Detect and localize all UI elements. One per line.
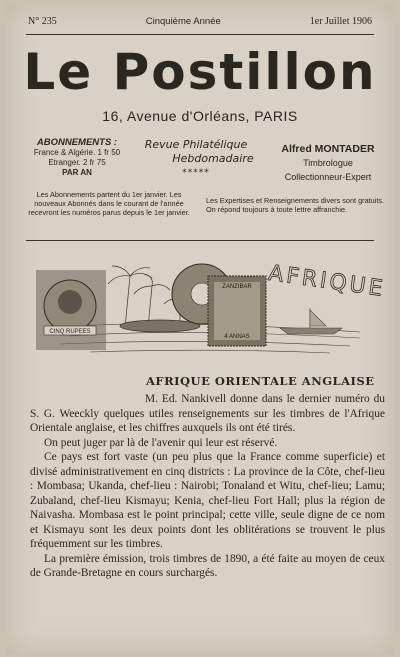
masthead-rule (26, 240, 374, 241)
expert-block (268, 142, 388, 184)
subscription-block (32, 138, 122, 178)
expert-name: Alfred MONTADER (281, 143, 375, 155)
stamp-group (172, 264, 266, 346)
africa-banner: AFRIQUE (266, 260, 387, 303)
subscription-period: PAR AN (62, 168, 92, 177)
article-body (30, 392, 385, 581)
stamp-label: ZANZIBAR (222, 284, 252, 290)
subscription-etranger: Etranger. 2 fr 75 (48, 158, 106, 167)
revue-block (121, 138, 271, 180)
expert-title: Timbrologue (303, 158, 353, 168)
issue-number: N° 235 (28, 16, 57, 27)
masthead-address: 16, Avenue d'Orléans, PARIS (102, 108, 298, 124)
stamp-value: 4 ANNAS (224, 334, 250, 340)
article-paragraph: On peut juger par là de l'avenir qui leur est réservé. (44, 436, 278, 449)
medal-emblem (36, 270, 106, 350)
newspaper-page (6, 4, 394, 654)
africa-illustration (30, 258, 387, 368)
issue-date: 1er Juillet 1906 (309, 16, 372, 27)
subscription-heading: ABONNEMENTS : (36, 137, 118, 148)
issue-line (28, 16, 372, 27)
article-paragraph: La première émission, trois timbres de 1890, a été faite au moyen de ceux de Grande-Bretagne en cours surchargés. (30, 552, 385, 579)
article-paragraph: Ce pays est fort vaste (un peu plus que la France comme superficie) et divisé administrativement en cinq districts : La province de la Côte, chef-lieu : Mombasa; Ukanda, chef-lieu : Nairobi; Tonaland et Witu, chef-lieu; Lamu; Zubaland, chef-lieu Kismayu; Kenia, chef-lieu Fort Hall; plus la région de Naivasha. Mombasa est le point principal; cette ville, seule digne de ce nom et Kismayu sont les deux points dont les oblitérations se trouvent le plus fréquemment sur les timbres. (30, 451, 385, 550)
notice-right: Les Expertises et Renseignements divers sont gratuits. On répond toujours à toute lettre affranchie. (206, 196, 385, 214)
top-rule (26, 34, 374, 35)
expert-subtitle: Collectionneur-Expert (284, 172, 372, 182)
revue-line1: Revue Philatélique (144, 138, 248, 151)
subscription-france: France & Algérie. 1 fr 50 (33, 148, 121, 157)
notice-left: Les Abonnements partent du 1er janvier. Les nouveaux Abonnés dans le courant de l'année recevront les numéros parus depuis le 1er janvier. (28, 190, 190, 217)
article-paragraph: M. Ed. Nankivell donne dans le dernier numéro du S. G. Weeckly quelques utiles renseignements sur les timbres de l'Afrique Orientale anglaise, et les chiffres auxquels ils ont été tirés. (30, 393, 385, 434)
article-heading: AFRIQUE ORIENTALE ANGLAISE (146, 374, 375, 388)
revue-line2: Hebdomadaire (172, 152, 254, 165)
medal-label: CINQ RUPEES (49, 329, 91, 335)
revue-stars: ***** (182, 168, 210, 178)
masthead-title: Le Postillon (23, 43, 377, 101)
year-label: Cinquième Année (145, 16, 221, 27)
